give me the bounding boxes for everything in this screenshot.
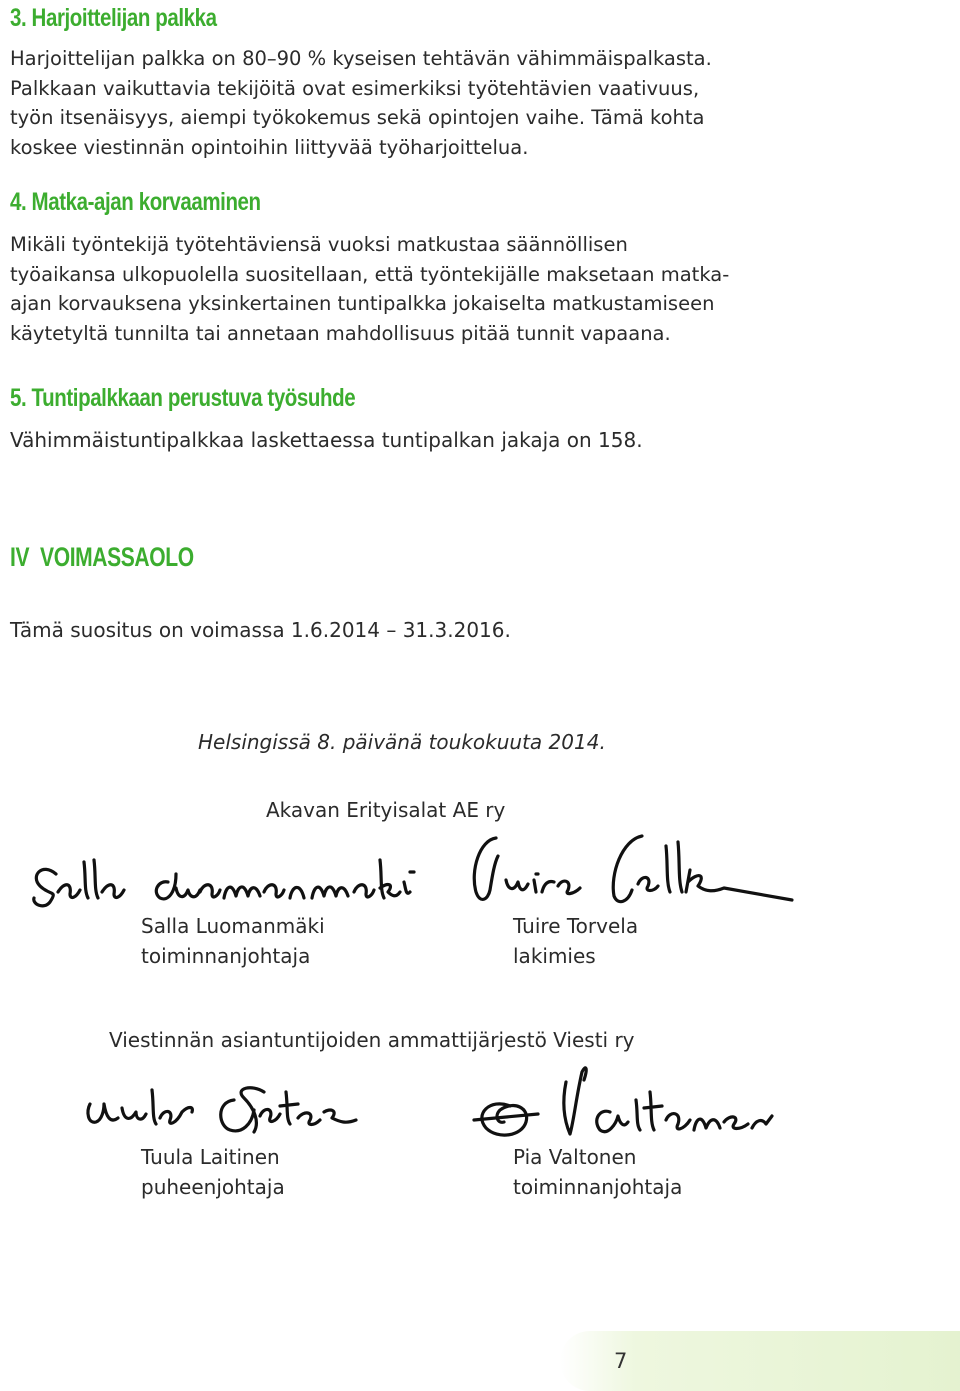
signature-image <box>470 1062 780 1152</box>
signer-block <box>141 911 325 971</box>
paragraph-line: työaikansa ulkopuolella suositellaan, että työntekijälle maksetaan matka- <box>10 262 730 286</box>
validity-heading: IV VOIMASSAOLO <box>10 542 194 572</box>
signer-name: Pia Valtonen <box>513 1145 637 1169</box>
signature-image <box>462 830 802 910</box>
signer-block <box>141 1142 285 1202</box>
section-4-heading: 4. Matka-ajan korvaaminen <box>10 188 261 216</box>
section-3-paragraph <box>10 44 712 162</box>
org-name: Akavan Erityisalat AE ry <box>266 798 506 822</box>
org-name: Viestinnän asiantuntijoiden ammattijärjestö Viesti ry <box>109 1028 635 1052</box>
section-3-heading: 3. Harjoittelijan palkka <box>10 4 217 32</box>
signer-title: toiminnanjohtaja <box>513 1175 683 1199</box>
signer-title: lakimies <box>513 944 596 968</box>
paragraph-line: ajan korvauksena yksinkertainen tuntipalkka jokaiselta matkustamiseen <box>10 292 715 315</box>
signer-block <box>513 1142 682 1202</box>
paragraph-line: Harjoittelijan palkka on 80–90 % kyseisen tehtävän vähimmäispalkasta. <box>10 47 712 70</box>
signer-name: Salla Luomanmäki <box>141 914 325 938</box>
section-4-paragraph <box>10 230 729 348</box>
paragraph-line: käytetyltä tunnilta tai annetaan mahdollisuus pitää tunnit vapaana. <box>10 321 671 345</box>
paragraph-line: Mikäli työntekijä työtehtäviensä vuoksi matkustaa säännöllisen <box>10 233 628 256</box>
place-date: Helsingissä 8. päivänä toukokuuta 2014. <box>198 730 606 754</box>
signer-title: toiminnanjohtaja <box>141 944 311 968</box>
paragraph-line: työn itsenäisyys, aiempi työkokemus sekä opintojen vaihe. Tämä kohta <box>10 106 705 129</box>
signature-image <box>28 852 418 912</box>
validity-text: Tämä suositus on voimassa 1.6.2014 – 31.3.2016. <box>10 618 511 642</box>
signature-image <box>84 1082 364 1142</box>
page-number: 7 <box>614 1349 628 1373</box>
signer-block <box>513 911 638 971</box>
paragraph-line: Palkkaan vaikuttavia tekijöitä ovat esimerkiksi työtehtävien vaativuus, <box>10 76 700 100</box>
signer-name: Tuire Torvela <box>513 914 639 938</box>
signer-title: puheenjohtaja <box>141 1175 285 1199</box>
paragraph-line: koskee viestinnän opintoihin liittyvää työharjoittelua. <box>10 135 529 159</box>
signer-name: Tuula Laitinen <box>141 1145 280 1169</box>
section-5-heading: 5. Tuntipalkkaan perustuva työsuhde <box>10 384 356 412</box>
section-5-text: Vähimmäistuntipalkkaa laskettaessa tuntipalkan jakaja on 158. <box>10 428 643 452</box>
